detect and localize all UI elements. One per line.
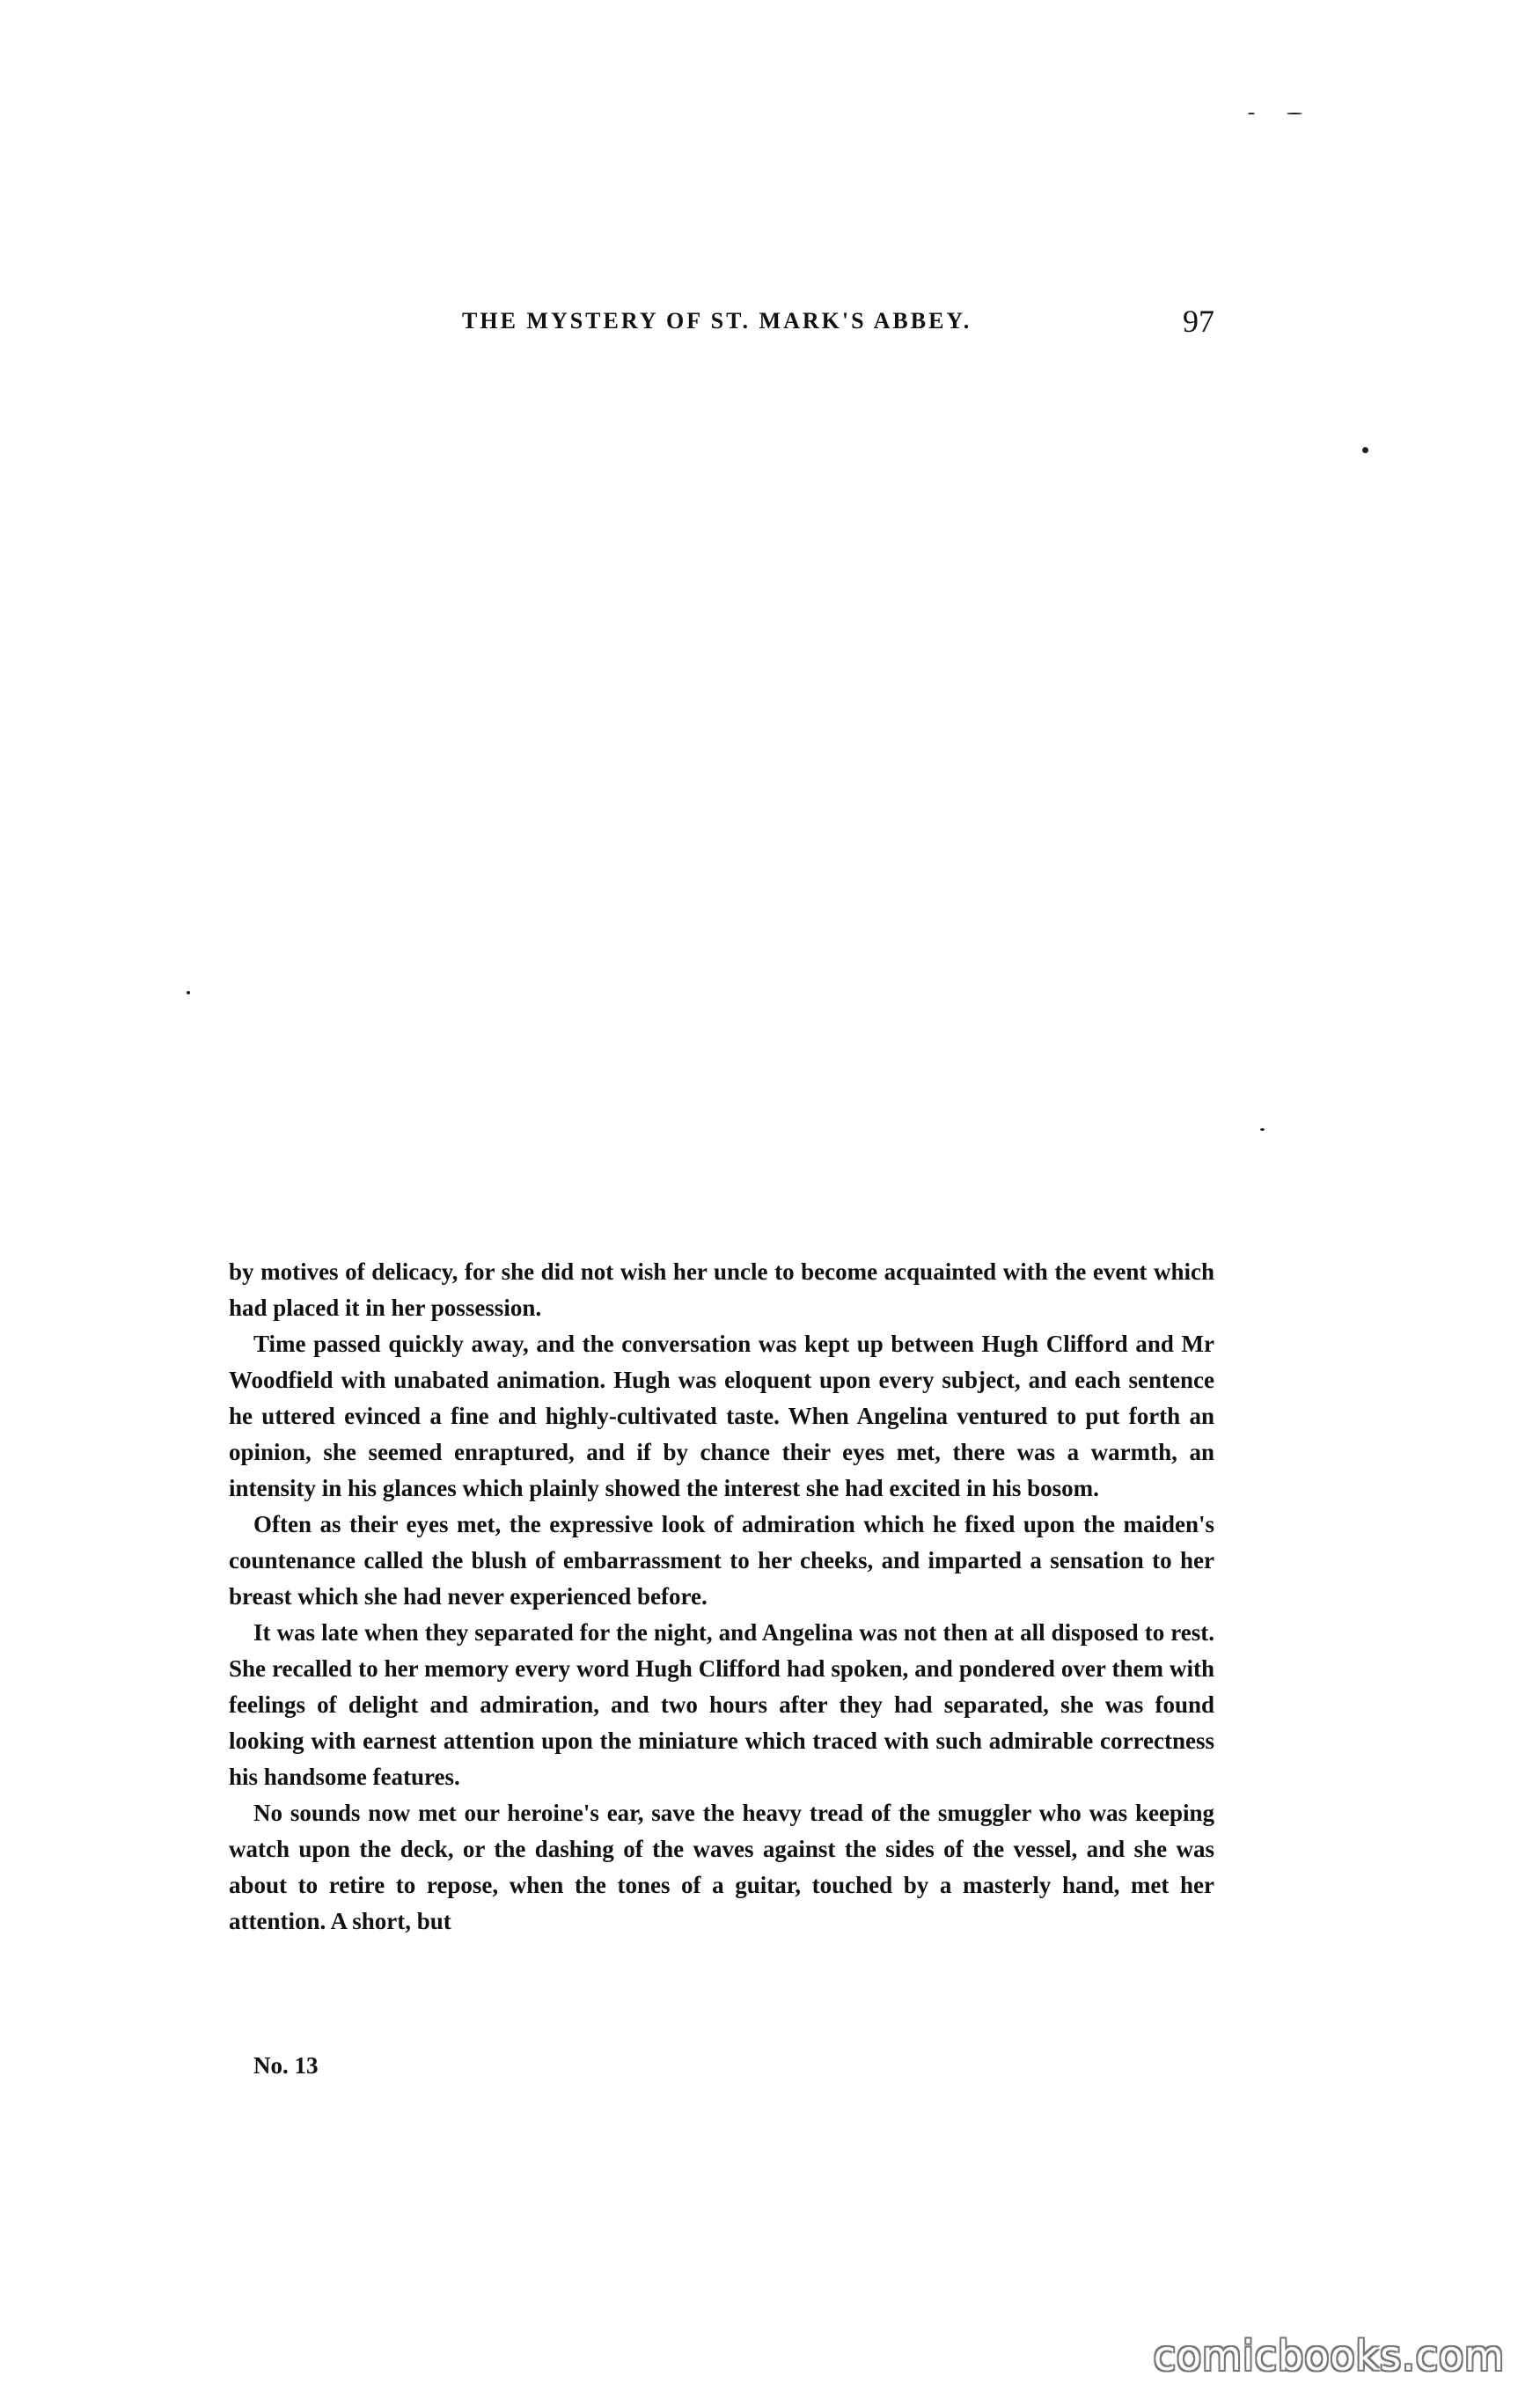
signature-mark: No. 13 <box>253 2052 319 2079</box>
ink-speck <box>187 991 190 994</box>
ink-speck <box>1248 113 1255 114</box>
paragraph: No sounds now met our heroine's ear, save the heavy tread of the smuggler who was keeping watch upon the deck, or the dashing of the waves against the sides of the vessel, and she was about to retire to repose, when the tones of a guitar, touched by a masterly hand, met her attention. A short, but <box>229 1800 1214 1934</box>
paragraph: Time passed quickly away, and the conversation was kept up between Hugh Clifford and Mr Woodfield with unabated animation. Hugh was eloquent upon every subject, and each sentence he uttered evinced a fine and highly-cultivated taste. When Angelina ventured to put forth an opinion, she seemed enraptured, and if by chance their eyes met, there was a warmth, an intensity in his glances which plainly showed the interest she had excited in his bosom. <box>229 1331 1214 1501</box>
body-text <box>229 1254 1214 1940</box>
paragraph: Often as their eyes met, the expressive look of admiration which he fixed upon the maiden's countenance called the blush of embarrassment to her cheeks, and imparted a sensation to her breast which she had never experienced before. <box>229 1511 1214 1610</box>
page-number: 97 <box>1183 304 1214 339</box>
ink-speck <box>1260 1128 1265 1131</box>
ink-speck <box>1362 447 1368 453</box>
paragraph: by motives of delicacy, for she did not wish her uncle to become acquainted with the event which had placed it in her possession. <box>229 1258 1214 1321</box>
running-title: THE MYSTERY OF ST. MARK'S ABBEY. <box>462 308 972 334</box>
page-header <box>462 304 1214 343</box>
watermark: comicbooks.com <box>1153 2332 1505 2380</box>
paragraph: It was late when they separated for the night, and Angelina was not then at all disposed to rest. She recalled to her memory every word Hugh Clifford had spoken, and pondered over them with feelings of delight and admiration, and two hours after they had separated, she was found looking with earnest attention upon the miniature which traced with such admirable correctness his handsome features. <box>229 1619 1214 1790</box>
ink-speck <box>1287 113 1302 114</box>
